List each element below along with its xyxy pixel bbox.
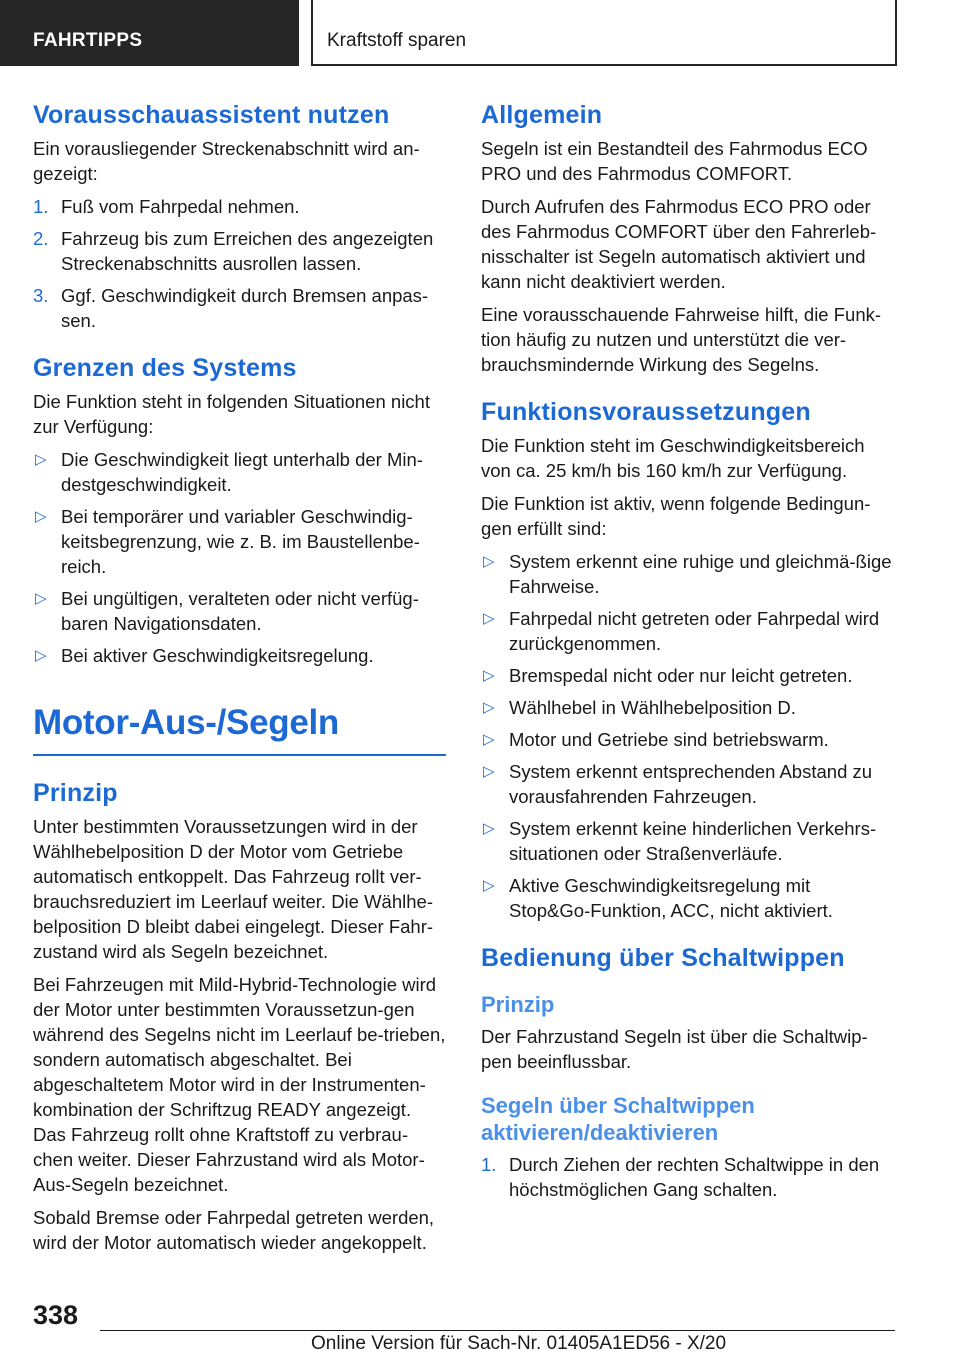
subsection-heading: Prinzip <box>481 992 555 1017</box>
paragraph: Bei Fahrzeugen mit Mild-Hybrid-Technologie wird der Motor unter bestimmten Voraussetzun-gen während des Segelns nicht im Leerlauf be-trieben, sondern automatisch abgeschaltet. Bei abgeschaltetem Motor wird in der Instrumenten-kombination der Schriftzug READY angezeigt. Das Fahrzeug rollt ohne Kraftstoff zu verbrau-chen weiter. Dieser Fahrzustand wird als Motor-Aus-Segeln bezeichnet. <box>33 974 446 1195</box>
list-item: ▷ System erkennt entsprechenden Abstand zu vorausfahrenden Fahrzeugen. <box>483 761 873 807</box>
step-number: 3. <box>33 285 49 306</box>
list-item: ▷ Aktive Geschwindigkeitsregelung mit Stop&Go-Funktion, ACC, nicht aktiviert. <box>483 875 833 921</box>
right-column <box>481 100 895 1222</box>
paragraph: Die Funktion steht in folgenden Situationen nicht zur Verfügung: <box>33 391 430 437</box>
list-item: ▷ System erkennt eine ruhige und gleichmä-ßige Fahrweise. <box>483 551 892 597</box>
section-heading: Vorausschauassistent nutzen <box>33 101 390 129</box>
list-item <box>33 283 446 333</box>
list-item: ▷ Fahrpedal nicht getreten oder Fahrpedal wird zurückgenommen. <box>483 608 880 654</box>
list-item: ▷ Die Geschwindigkeit liegt unterhalb der Min-destgeschwindigkeit. <box>35 449 423 495</box>
section-allgemein <box>481 100 895 377</box>
triangle-bullet-icon: ▷ <box>483 731 495 748</box>
section-vorausschauassistent <box>33 100 446 333</box>
step-number: 1. <box>33 196 49 217</box>
triangle-bullet-icon: ▷ <box>35 508 47 525</box>
list-item: ▷ System erkennt keine hinderlichen Verkehrs-situationen oder Straßenverläufe. <box>483 818 877 864</box>
page-header <box>0 0 960 66</box>
list-item: ▷ Bei aktiver Geschwindigkeitsregelung. <box>35 645 374 666</box>
topic-tab: Kraftstoff sparen <box>311 0 897 66</box>
section-heading: Allgemein <box>481 101 603 129</box>
chapter-tab: FAHRTIPPS <box>0 0 299 66</box>
triangle-bullet-icon: ▷ <box>35 451 47 468</box>
list-item <box>481 1152 895 1202</box>
page-number: 338 <box>33 1300 79 1330</box>
triangle-bullet-icon: ▷ <box>35 590 47 607</box>
paragraph: Durch Aufrufen des Fahrmodus ECO PRO oder des Fahrmodus COMFORT über den Fahrerleb-nisschalter ist Segeln automatisch aktiviert und kann nicht deaktiviert werden. <box>481 196 877 292</box>
paragraph: Sobald Bremse oder Fahrpedal getreten werden, wird der Motor automatisch wieder angekoppelt. <box>33 1207 435 1253</box>
triangle-bullet-icon: ▷ <box>483 667 495 684</box>
step-text: Durch Ziehen der rechten Schaltwippe in den höchstmöglichen Gang schalten. <box>509 1154 880 1200</box>
triangle-bullet-icon: ▷ <box>483 610 495 627</box>
list-item: ▷ Bei temporärer und variabler Geschwindig-keitsbegrenzung, wie z. B. im Baustellenbe-reich. <box>35 506 420 577</box>
triangle-bullet-icon: ▷ <box>483 877 495 894</box>
numbered-list <box>33 194 446 333</box>
section-heading: Grenzen des Systems <box>33 354 297 382</box>
step-number: 1. <box>481 1154 497 1175</box>
list-item: ▷ Motor und Getriebe sind betriebswarm. <box>483 729 829 750</box>
step-text: Fahrzeug bis zum Erreichen des angezeigten Streckenabschnitts ausrollen lassen. <box>61 228 434 274</box>
chapter-heading: Motor-Aus-/Segeln <box>33 702 446 756</box>
numbered-list <box>481 1152 895 1202</box>
section-funktionsvoraussetzungen <box>481 397 895 923</box>
paragraph: Der Fahrzustand Segeln ist über die Schaltwip-pen beeinflussbar. <box>481 1026 868 1072</box>
triangle-bullet-icon: ▷ <box>483 699 495 716</box>
bullet-list <box>481 549 895 923</box>
paragraph: Unter bestimmten Voraussetzungen wird in der Wählhebelposition D der Motor vom Getriebe automatisch entkoppelt. Das Fahrzeug rollt ver-brauchsreduziert im Leerlauf weiter. Die Wählhe-belposition D bleibt dabei eingelegt. Dieser Fahr-zustand wird als Segeln bezeichnet. <box>33 816 434 962</box>
online-version-note: Online Version für Sach-Nr. 01405A1ED56 - X/20 <box>311 1333 727 1354</box>
paragraph: Die Funktion ist aktiv, wenn folgende Bedingun-gen erfüllt sind: <box>481 493 871 539</box>
paragraph: Die Funktion steht im Geschwindigkeitsbereich von ca. 25 km/h bis 160 km/h zur Verfügung. <box>481 435 865 481</box>
triangle-bullet-icon: ▷ <box>483 553 495 570</box>
section-heading: Prinzip <box>33 779 118 807</box>
section-grenzen <box>33 353 446 668</box>
list-item: ▷ Wählhebel in Wählhebelposition D. <box>483 697 796 718</box>
section-prinzip <box>33 778 446 1255</box>
section-bedienung <box>481 943 895 1202</box>
subsection-heading: Segeln über Schaltwippen aktivieren/deaktivieren <box>481 1093 755 1145</box>
triangle-bullet-icon: ▷ <box>35 647 47 664</box>
list-item <box>33 226 446 276</box>
triangle-bullet-icon: ▷ <box>483 820 495 837</box>
paragraph: Ein vorausliegender Streckenabschnitt wird an-gezeigt: <box>33 138 420 184</box>
bullet-list <box>33 447 446 668</box>
paragraph: Eine vorausschauende Fahrweise hilft, die Funk-tion häufig zu nutzen und unterstützt die ver-brauchsmindernde Wirkung des Segelns. <box>481 304 882 375</box>
step-number: 2. <box>33 228 49 249</box>
triangle-bullet-icon: ▷ <box>483 763 495 780</box>
step-text: Ggf. Geschwindigkeit durch Bremsen anpas-sen. <box>61 285 429 331</box>
list-item: ▷ Bremspedal nicht oder nur leicht getreten. <box>483 665 853 686</box>
list-item <box>33 194 446 219</box>
section-heading: Bedienung über Schaltwippen <box>481 944 845 972</box>
left-column <box>33 100 446 1275</box>
footer-divider <box>100 1330 895 1331</box>
step-text: Fuß vom Fahrpedal nehmen. <box>61 196 300 217</box>
paragraph: Segeln ist ein Bestandteil des Fahrmodus ECO PRO und des Fahrmodus COMFORT. <box>481 138 868 184</box>
section-heading: Funktionsvoraussetzungen <box>481 398 811 426</box>
list-item: ▷ Bei ungültigen, veralteten oder nicht verfüg-baren Navigationsdaten. <box>35 588 419 634</box>
chapter-heading-block <box>33 702 446 756</box>
